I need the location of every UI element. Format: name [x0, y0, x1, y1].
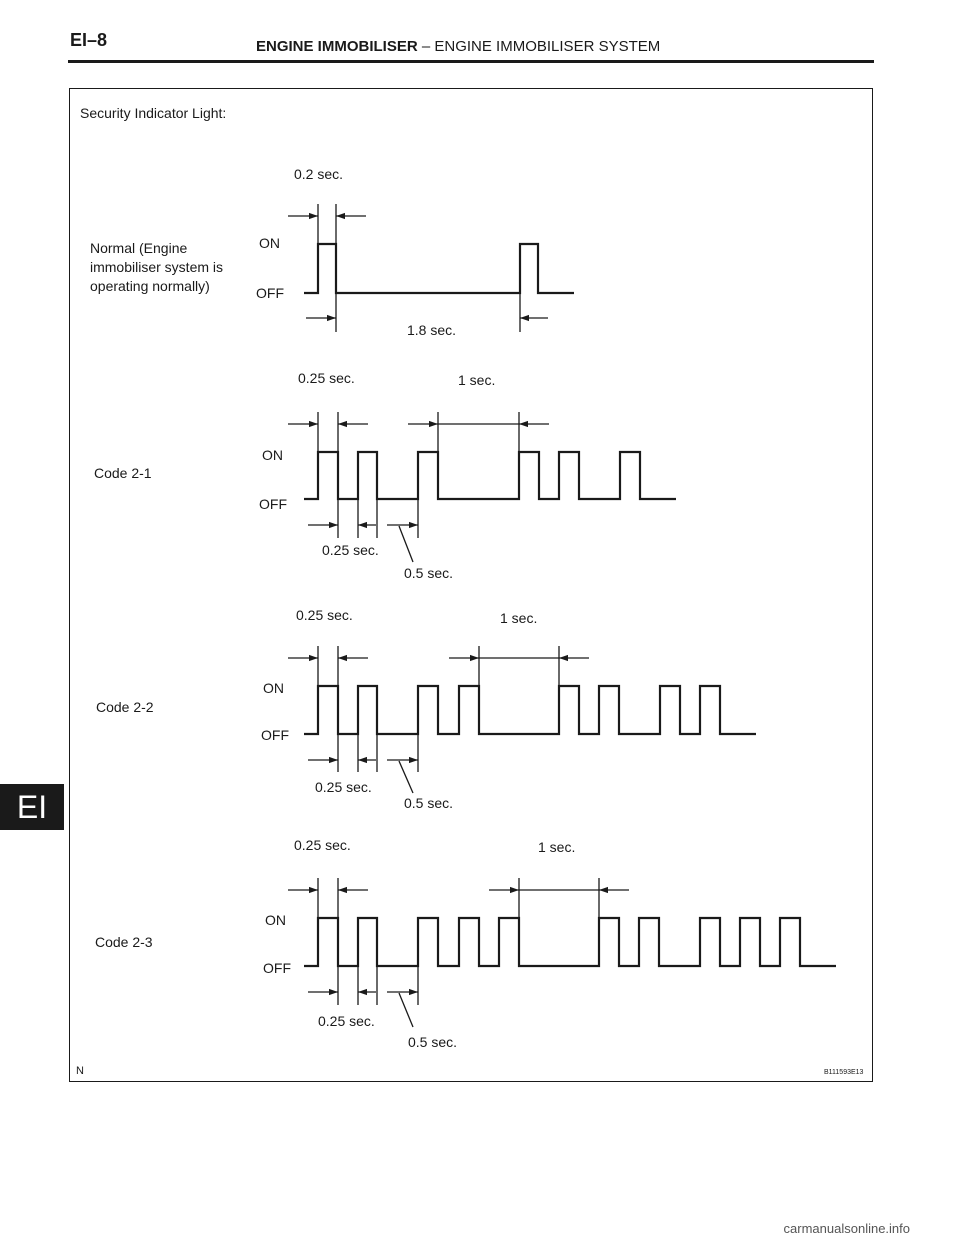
code-2-3-waveform [304, 918, 836, 966]
normal-label-line-2: immobiliser system is [90, 259, 224, 275]
code-2-3-timing-diagram [288, 878, 836, 1027]
figure-code: B111593E13 [824, 1069, 864, 1076]
normal-label-line-3: operating normally) [90, 278, 210, 294]
pulse-width-label: 0.25 sec. [296, 607, 353, 623]
pulse-width-label: 0.25 sec. [298, 370, 355, 386]
gap-label: 1 sec. [500, 610, 538, 626]
low-time-label: 0.25 sec. [318, 1013, 375, 1029]
subsection-title: ENGINE IMMOBILISER SYSTEM [434, 38, 661, 55]
low-time-label: 0.25 sec. [315, 779, 372, 795]
off-label: OFF [256, 285, 284, 301]
code-2-1-timing-diagram [288, 412, 676, 562]
normal-label-line-1: Normal (Engine [90, 240, 188, 256]
code-2-1-label: Code 2-1 [94, 465, 152, 481]
leader-line [399, 526, 413, 562]
code-2-2-timing-diagram [288, 646, 756, 793]
figure-corner-letter: N [76, 1065, 84, 1077]
long-low-time-label: 0.5 sec. [404, 565, 454, 581]
code-2-1-waveform [304, 452, 676, 499]
long-low-time-label: 0.5 sec. [408, 1034, 458, 1050]
gap-label: 1 sec. [458, 372, 496, 388]
low-time-label: 0.25 sec. [322, 542, 379, 558]
leader-line [399, 761, 413, 793]
normal-waveform [304, 244, 574, 293]
leader-line [399, 993, 413, 1027]
on-label: ON [263, 680, 284, 696]
on-label: ON [265, 912, 286, 928]
figure-title: Security Indicator Light: [80, 105, 227, 121]
off-label: OFF [263, 960, 291, 976]
page-number: EI–8 [70, 30, 108, 50]
off-label: OFF [259, 496, 287, 512]
section-side-tab: EI [0, 784, 64, 830]
pulse-width-label: 0.2 sec. [294, 166, 344, 182]
code-2-2-waveform [304, 686, 756, 734]
pulse-width-label: 0.25 sec. [294, 837, 351, 853]
code-2-3-label: Code 2-3 [95, 934, 153, 950]
on-label: ON [262, 447, 283, 463]
section-title: ENGINE IMMOBILISER [256, 38, 418, 55]
long-low-time-label: 0.5 sec. [404, 795, 454, 811]
on-label: ON [259, 235, 280, 251]
period-label: 1.8 sec. [407, 322, 457, 338]
footer-watermark: carmanualsonline.info [783, 1221, 910, 1236]
code-2-2-label: Code 2-2 [96, 699, 154, 715]
off-label: OFF [261, 727, 289, 743]
normal-timing-diagram [288, 204, 574, 332]
gap-label: 1 sec. [538, 839, 576, 855]
header-separator: – [421, 38, 431, 55]
